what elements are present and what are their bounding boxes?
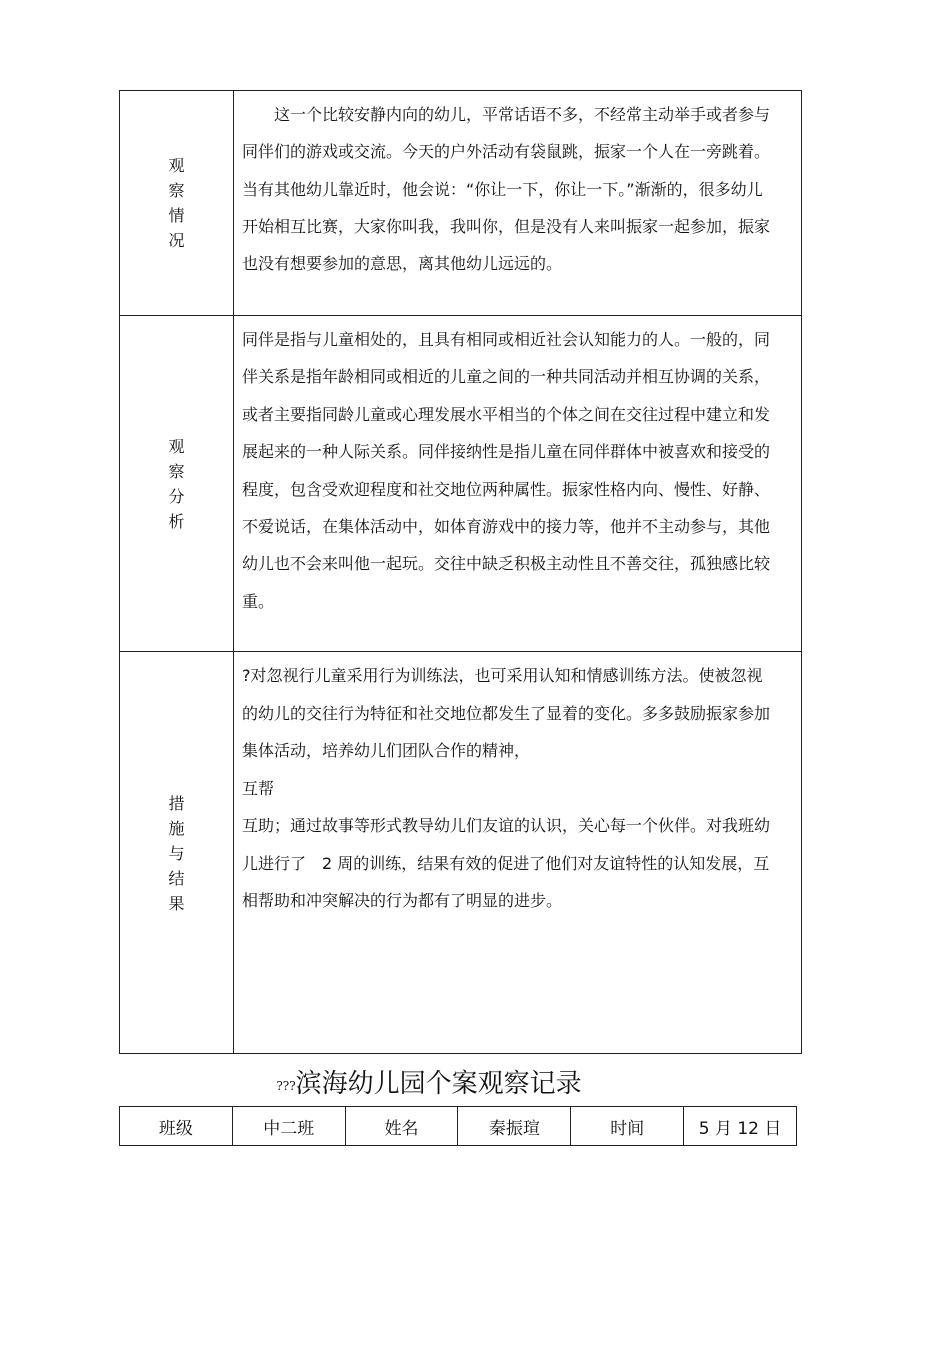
measures-label: 措施与结果	[168, 793, 185, 913]
measures-row	[120, 652, 801, 1054]
observation-table	[119, 90, 802, 1054]
situation-label-cell	[120, 91, 234, 315]
document-title	[0, 1066, 950, 1104]
info-table	[119, 1106, 797, 1146]
time-label: 时间	[571, 1107, 684, 1145]
analysis-label: 观察分析	[168, 436, 185, 531]
class-value: 中二班	[233, 1107, 346, 1145]
name-label: 姓名	[346, 1107, 459, 1145]
analysis-content-cell	[234, 316, 801, 651]
analysis-label-cell	[120, 316, 234, 651]
class-label: 班级	[120, 1107, 233, 1145]
measures-content-cell	[234, 652, 801, 1054]
measures-text: ?对忽视行儿童采用行为训练法，也可采用认知和情感训练方法。使被忽视的幼儿的交往行为特征和社交地位都发生了显着的变化。多多鼓励振家参加集体活动，培养幼儿们团队合作的精神， 互帮 互助；通过故事等形式教导幼儿们友谊的认识，关心每一个伙伴。对我班幼儿进行了 2 周的训练，结果有效的促进了他们对友谊特性的认知发展，互相帮助和冲突解决的行为都有了明显的进步。	[242, 666, 771, 910]
name-value: 秦振瑄	[458, 1107, 571, 1145]
situation-label: 观察情况	[168, 156, 185, 250]
situation-row	[120, 91, 801, 316]
time-value: 5 月 12 日	[698, 1118, 782, 1139]
title-prefix: ???	[276, 1079, 296, 1093]
situation-text: 这一个比较安静内向的幼儿，平常话语不多，不经常主动举手或者参与同伴们的游戏或交流。今天的户外活动有袋鼠跳，振家一个人在一旁跳着。当有其他幼儿靠近时，他会说：“你让一下，你让一下。”渐渐的，很多幼儿开始相互比赛，大家你叫我，我叫你，但是没有人来叫振家一起参加，振家也没有想要参加的意思，离其他幼儿远远的。	[242, 105, 771, 274]
analysis-text: 同伴是指与儿童相处的，且具有相同或相近社会认知能力的人。一般的，同伴关系是指年龄相同或相近的儿童之间的一种共同活动并相互协调的关系，或者主要指同龄儿童或心理发展水平相当的个体之间在交往过程中建立和发展起来的一种人际关系。同伴接纳性是指儿童在同伴群体中被喜欢和接受的程度，包含受欢迎程度和社交地位两种属性。振家性格内向、慢性、好静、不爱说话，在集体活动中，如体育游戏中的接力等，他并不主动参与，其他幼儿也不会来叫他一起玩。交往中缺乏积极主动性且不善交往，孤独感比较重。	[242, 330, 771, 611]
analysis-row	[120, 316, 801, 652]
measures-label-cell	[120, 652, 234, 1054]
title-text: 滨海幼儿园个案观察记录	[295, 1069, 582, 1099]
situation-content-cell	[234, 91, 801, 315]
